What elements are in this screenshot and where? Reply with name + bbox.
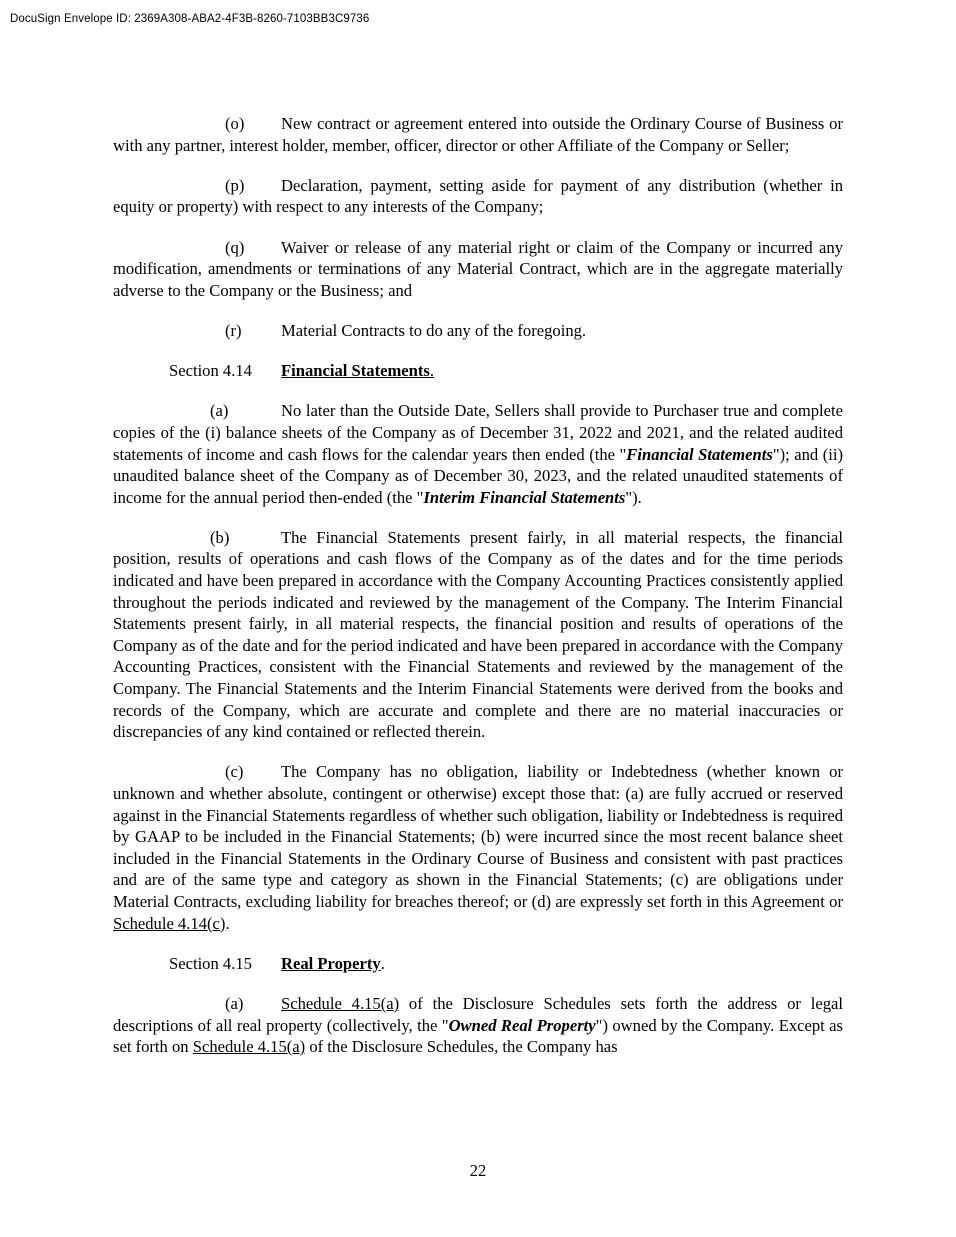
section-4-14-b (113, 527, 843, 743)
clause-p (113, 175, 843, 218)
clause-text: The Financial Statements present fairly, in all material respects, the financial position, results of operations and cash flows of the Company as of the dates and for the time periods indicated and have been prepared in accordance with the Company Accounting Practices consistently applied throughout the periods indicated and reviewed by the management of the Company. The Interim Financial Statements present fairly, in all material respects, the financial position and results of operations of the Company as of the date and for the period indicated and have been prepared in accordance with the Company Accounting Practices, consistent with the Financial Statements and reviewed by the management of the Company. The Financial Statements and the Interim Financial Statements were derived from the books and records of the Company, which are accurate and complete and there are no material inaccuracies or discrepancies of any kind contained or reflected therein. (113, 527, 843, 742)
clause-o (113, 113, 843, 156)
section-number: Section 4.14 (169, 361, 252, 381)
defined-term: Owned Real Property (448, 1015, 596, 1035)
clause-text-part: ") owned by the Company. Except as set forth on (113, 1015, 844, 1057)
section-4-14-a (113, 400, 843, 508)
clause-text-part: "); and (ii) unaudited balance sheet of the Company as of December 30, 2023, and the related unaudited statements of income for the annual period then-ended (the " (113, 444, 843, 507)
defined-term: Financial Statements (626, 444, 773, 464)
docusign-envelope-id: DocuSign Envelope ID: 2369A308-ABA2-4F3B-8260-7103BB3C9736 (10, 13, 370, 25)
clause-text: New contract or agreement entered into outside the Ordinary Course of Business or with any partner, interest holder, member, officer, director or other Affiliate of the Company or Seller; (113, 114, 843, 155)
section-heading-4-14: Section 4.14 Financial Statements. (169, 361, 435, 381)
clause-label: (a) (225, 993, 244, 1013)
clause-label: (c) (225, 762, 244, 782)
section-number: Section 4.15 (169, 953, 252, 973)
clause-text: The Company has no obligation, liability or Indebtedness (whether known or unknown and whether absolute, contingent or otherwise) except those that: (a) are fully accrued or reserved against in the Financial Statements regardless of whether such obligation, liability or Indebtedness is required by GAAP to be included in the Financial Statements; (b) were incurred since the most recent balance sheet included in the Financial Statements in the Ordinary Course of Business and consistent with past practices and are of the same type and category as shown in the Financial Statements; (c) are obligations under Material Contracts, excluding liability for breaches thereof; or (d) are expressly set forth in this Agreement or (113, 762, 843, 911)
clause-label: (p) (225, 175, 245, 195)
clause-label: (b) (210, 527, 230, 547)
clause-text: Declaration, payment, setting aside for payment of any distribution (whether in equity or property) with respect to any interests of the Company; (113, 175, 843, 217)
clause-r (113, 320, 843, 342)
clause-label: (r) (225, 320, 242, 340)
section-4-15-a (113, 993, 843, 1058)
document-page (113, 113, 843, 1076)
defined-term: Interim Financial Statements (423, 487, 626, 507)
clause-label: (o) (225, 114, 245, 133)
clause-label: (a) (210, 401, 229, 421)
page-number: 22 (469, 1161, 487, 1180)
clause-text-part: of the Disclosure Schedules sets forth the address or legal descriptions of all real property (collectively, the " (113, 993, 843, 1035)
schedule-reference: Schedule 4.15(a) (192, 1037, 306, 1057)
section-heading-4-15: Section 4.15 Real Property. (169, 953, 385, 973)
clause-label: (q) (225, 237, 245, 257)
clause-q (113, 237, 843, 302)
schedule-reference: Schedule 4.14(c) (113, 913, 226, 933)
section-4-14-c: (c) The Company has no obligation, liability or Indebtedness (whether known or unknown and whether absolute, contingent or otherwise) except those that: (a) are fully accrued or reserved against in the Financial Statements regardless of whether such obligation, liability or Indebtedness is required by GAAP to be included in the Financial Statements; (b) were incurred since the most recent balance sheet included in the Financial Statements in the Ordinary Course of Business and consistent with past practices and are of the same type and category as shown in the Financial Statements; (c) are obligations under Material Contracts, excluding liability for breaches thereof; or (d) are expressly set forth in this Agreement or Schedule 4.14(c). (113, 762, 843, 933)
section-title: Financial Statements (281, 361, 430, 381)
section-title: Real Property (281, 953, 381, 973)
clause-text-part: of the Disclosure Schedules, the Company has (305, 1037, 618, 1057)
clause-text: Waiver or release of any material right or claim of the Company or incurred any modification, amendments or terminations of any Material Contract, which are in the aggregate materially adverse to the Company or the Business; and (113, 237, 843, 300)
schedule-reference: Schedule 4.15(a) (281, 993, 400, 1013)
clause-text-part: No later than the Outside Date, Sellers shall provide to Purchaser true and complete copies of the (i) balance sheets of the Company as of December 31, 2022 and 2021, and the related audited statements of income and cash flows for the calendar years then ended (the " (113, 401, 843, 464)
clause-text-part: "). (625, 487, 642, 507)
clause-text: Material Contracts to do any of the foregoing. (281, 320, 587, 340)
